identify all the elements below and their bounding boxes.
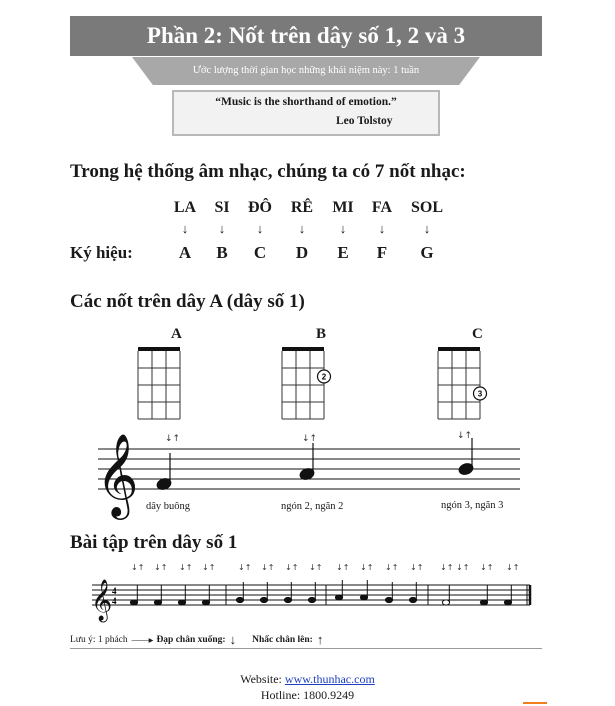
note-name-sol: SOL (410, 199, 443, 216)
symbol-a: A (178, 243, 192, 262)
finger-number: 2 (321, 372, 327, 382)
subtitle-text: Ước lượng thời gian học những khái niệm này: 1 tuần (192, 65, 420, 76)
arrow-down-icon: ↓ (423, 221, 431, 236)
quote-text: “Music is the shorthand of emotion.” (215, 96, 397, 108)
symbol-c: C (253, 243, 267, 262)
time-signature-top: 4 (112, 586, 117, 596)
arrow-up-icon: ↑ (316, 632, 324, 647)
arrow-right-icon: ——▸ (131, 635, 153, 646)
chord-name-b: B (316, 326, 327, 342)
svg-text:↓↑: ↓↑ (131, 563, 145, 572)
svg-text:↓↑: ↓↑ (456, 563, 470, 572)
note-name-fa: FA (371, 199, 393, 216)
strum-arrows-icon: ↓↑ (457, 431, 473, 441)
svg-text:↓↑: ↓↑ (261, 563, 275, 572)
legend-beat: Lưu ý: 1 phách (70, 635, 128, 645)
svg-text:↓↑: ↓↑ (336, 563, 350, 572)
legend-up: Nhấc chân lên: (252, 635, 313, 645)
symbol-b: B (216, 243, 228, 262)
section-heading-notes: Trong hệ thống âm nhạc, chúng ta có 7 nốt nhạc: (70, 161, 466, 182)
chord-name-c: C (472, 326, 483, 342)
caption-finger-2: ngón 2, ngăn 2 (281, 501, 344, 512)
strum-arrows-icon: ↓↑ (165, 434, 181, 444)
accent-mark (523, 702, 547, 704)
time-signature-bottom: 4 (112, 596, 117, 606)
section-heading-string-a: Các nốt trên dây A (dây số 1) (70, 291, 305, 312)
website-label: Website: (240, 672, 282, 686)
legend-down: Đạp chân xuống: (156, 635, 226, 645)
treble-clef-icon: 𝄞 (96, 432, 139, 516)
arrow-down-icon: ↓ (256, 221, 264, 236)
note-name-re: RÊ (290, 199, 314, 216)
note-name-si: SI (214, 199, 230, 216)
symbol-g: G (420, 243, 434, 262)
svg-text:↓↑: ↓↑ (154, 563, 168, 572)
symbol-d: D (295, 243, 309, 262)
arrow-down-icon: ↓ (378, 221, 386, 236)
note-name-do: ĐÔ (248, 199, 272, 216)
note-name-mi: MI (332, 199, 354, 216)
caption-open-string: dây buông (146, 501, 191, 512)
symbol-label: Ký hiệu: (70, 243, 133, 262)
arrow-down-icon: ↓ (218, 221, 226, 236)
note-name-la: LA (173, 199, 197, 216)
svg-text:↓↑: ↓↑ (385, 563, 399, 572)
svg-text:↓↑: ↓↑ (202, 563, 216, 572)
symbol-f: F (376, 243, 388, 262)
svg-text:↓↑: ↓↑ (285, 563, 299, 572)
finger-number: 3 (477, 389, 483, 399)
svg-text:↓↑: ↓↑ (410, 563, 424, 572)
svg-text:↓↑: ↓↑ (238, 563, 252, 572)
symbol-e: E (337, 243, 349, 262)
legend-row (70, 632, 323, 648)
treble-clef-icon: 𝄞 (91, 580, 113, 621)
quote-author: Leo Tolstoy (336, 115, 393, 127)
footer-hotline: Hotline: 1800.9249 (260, 688, 355, 702)
arrow-down-icon: ↓ (339, 221, 347, 236)
arrow-down-icon: ↓ (181, 221, 189, 236)
strum-arrows-icon: ↓↑ (302, 434, 318, 444)
arrow-down-icon: ↓ (298, 221, 306, 236)
svg-text:↓↑: ↓↑ (440, 563, 454, 572)
svg-text:↓↑: ↓↑ (179, 563, 193, 572)
caption-finger-3: ngón 3, ngăn 3 (441, 500, 504, 511)
footer-divider (70, 648, 542, 649)
section-heading-exercise: Bài tập trên dây số 1 (70, 532, 238, 553)
page-title: Phần 2: Nốt trên dây số 1, 2 và 3 (146, 23, 466, 48)
footer-website (0, 672, 615, 687)
strum-arrows-row (131, 563, 519, 572)
svg-text:↓↑: ↓↑ (506, 563, 520, 572)
svg-text:↓↑: ↓↑ (360, 563, 374, 572)
exercise-notes (130, 580, 511, 605)
arrow-down-icon: ↓ (229, 632, 237, 647)
website-link[interactable]: www.thunhac.com (284, 672, 375, 686)
svg-text:↓↑: ↓↑ (480, 563, 494, 572)
chord-name-a: A (171, 326, 182, 342)
svg-text:↓↑: ↓↑ (309, 563, 323, 572)
